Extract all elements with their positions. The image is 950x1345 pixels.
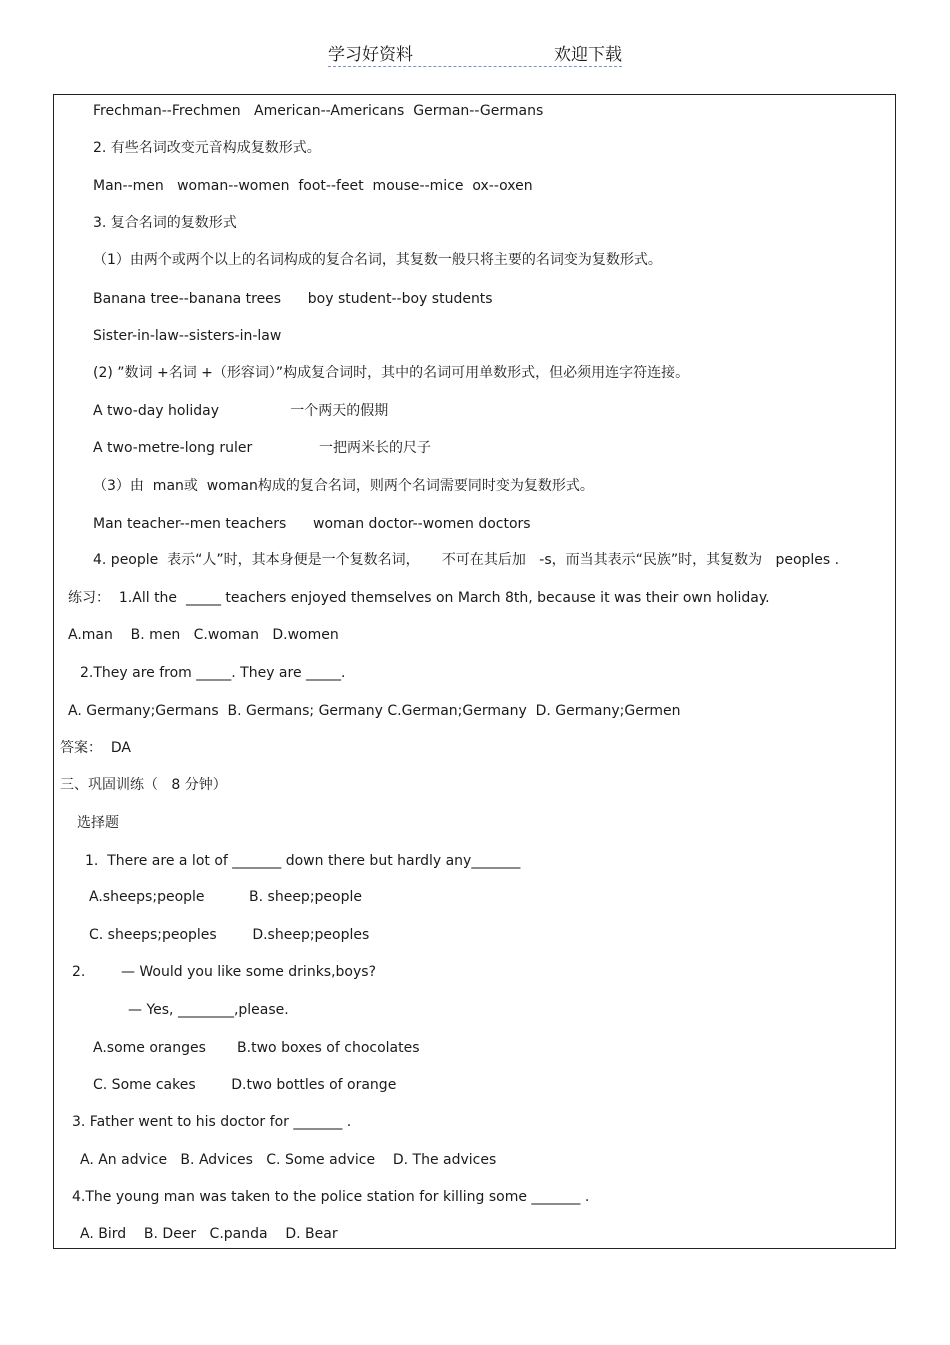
text-line: 4. people 表示“人”时，其本身便是一个复数名词， 不可在其后加 -s，而当其表示“民族”时，其复数为 peoples . xyxy=(93,552,840,568)
text-line: 选择题 xyxy=(77,815,119,831)
text-line: 4.The young man was taken to the police station for killing some _______ . xyxy=(72,1189,590,1205)
text-line: 2.They are from _____. They are _____. xyxy=(80,665,346,681)
header-right-text: 欢迎下载 xyxy=(554,45,622,65)
text-line: 三、巩固训练（ 8 分钟） xyxy=(60,777,227,793)
text-line: Frechman--Frechmen American--Americans German--Germans xyxy=(93,103,544,119)
text-line: C. Some cakes D.two bottles of orange xyxy=(93,1077,397,1093)
text-line: (2) ”数词 +名词 +（形容词）”构成复合词时，其中的名词可用单数形式，但必须用连字符连接。 xyxy=(93,365,690,381)
text-line: A. An advice B. Advices C. Some advice D. The advices xyxy=(80,1152,497,1168)
text-line: A.man B. men C.woman D.women xyxy=(68,627,339,643)
text-line: A.some oranges B.two boxes of chocolates xyxy=(93,1040,420,1056)
text-line: 3. 复合名词的复数形式 xyxy=(93,215,237,231)
text-line: Man--men woman--women foot--feet mouse--mice ox--oxen xyxy=(93,178,533,194)
text-line: A two-day holiday 一个两天的假期 xyxy=(93,403,389,419)
text-line: 答案： DA xyxy=(60,740,132,756)
text-line: A. Germany;Germans B. Germans; Germany C.German;Germany D. Germany;Germen xyxy=(68,703,681,719)
page-header xyxy=(328,40,622,67)
text-line: C. sheeps;peoples D.sheep;peoples xyxy=(89,927,370,943)
text-line: Man teacher--men teachers woman doctor--women doctors xyxy=(93,516,531,532)
text-line: 练习： 1.All the _____ teachers enjoyed themselves on March 8th, because it was their own holiday. xyxy=(68,590,770,606)
text-line: Sister-in-law--sisters-in-law xyxy=(93,328,282,344)
text-line: 2. 有些名词改变元音构成复数形式。 xyxy=(93,140,321,156)
text-line: 1. There are a lot of _______ down there but hardly any_______ xyxy=(85,853,521,869)
text-line: A. Bird B. Deer C.panda D. Bear xyxy=(80,1226,338,1242)
text-line: （1）由两个或两个以上的名词构成的复合名词，其复数一般只将主要的名词变为复数形式。 xyxy=(93,252,662,268)
text-line: A.sheeps;people B. sheep;people xyxy=(89,889,362,905)
text-line: A two-metre-long ruler 一把两米长的尺子 xyxy=(93,440,432,456)
header-left-text: 学习好资料 xyxy=(328,45,413,65)
text-line: 3. Father went to his doctor for _______ . xyxy=(72,1114,352,1130)
text-line: 2. — Would you like some drinks,boys? xyxy=(72,964,377,980)
text-line: （3）由 man或 woman构成的复合名词，则两个名词需要同时变为复数形式。 xyxy=(93,478,594,494)
text-line: Banana tree--banana trees boy student--boy students xyxy=(93,291,493,307)
text-line: — Yes, ________,please. xyxy=(128,1002,289,1018)
